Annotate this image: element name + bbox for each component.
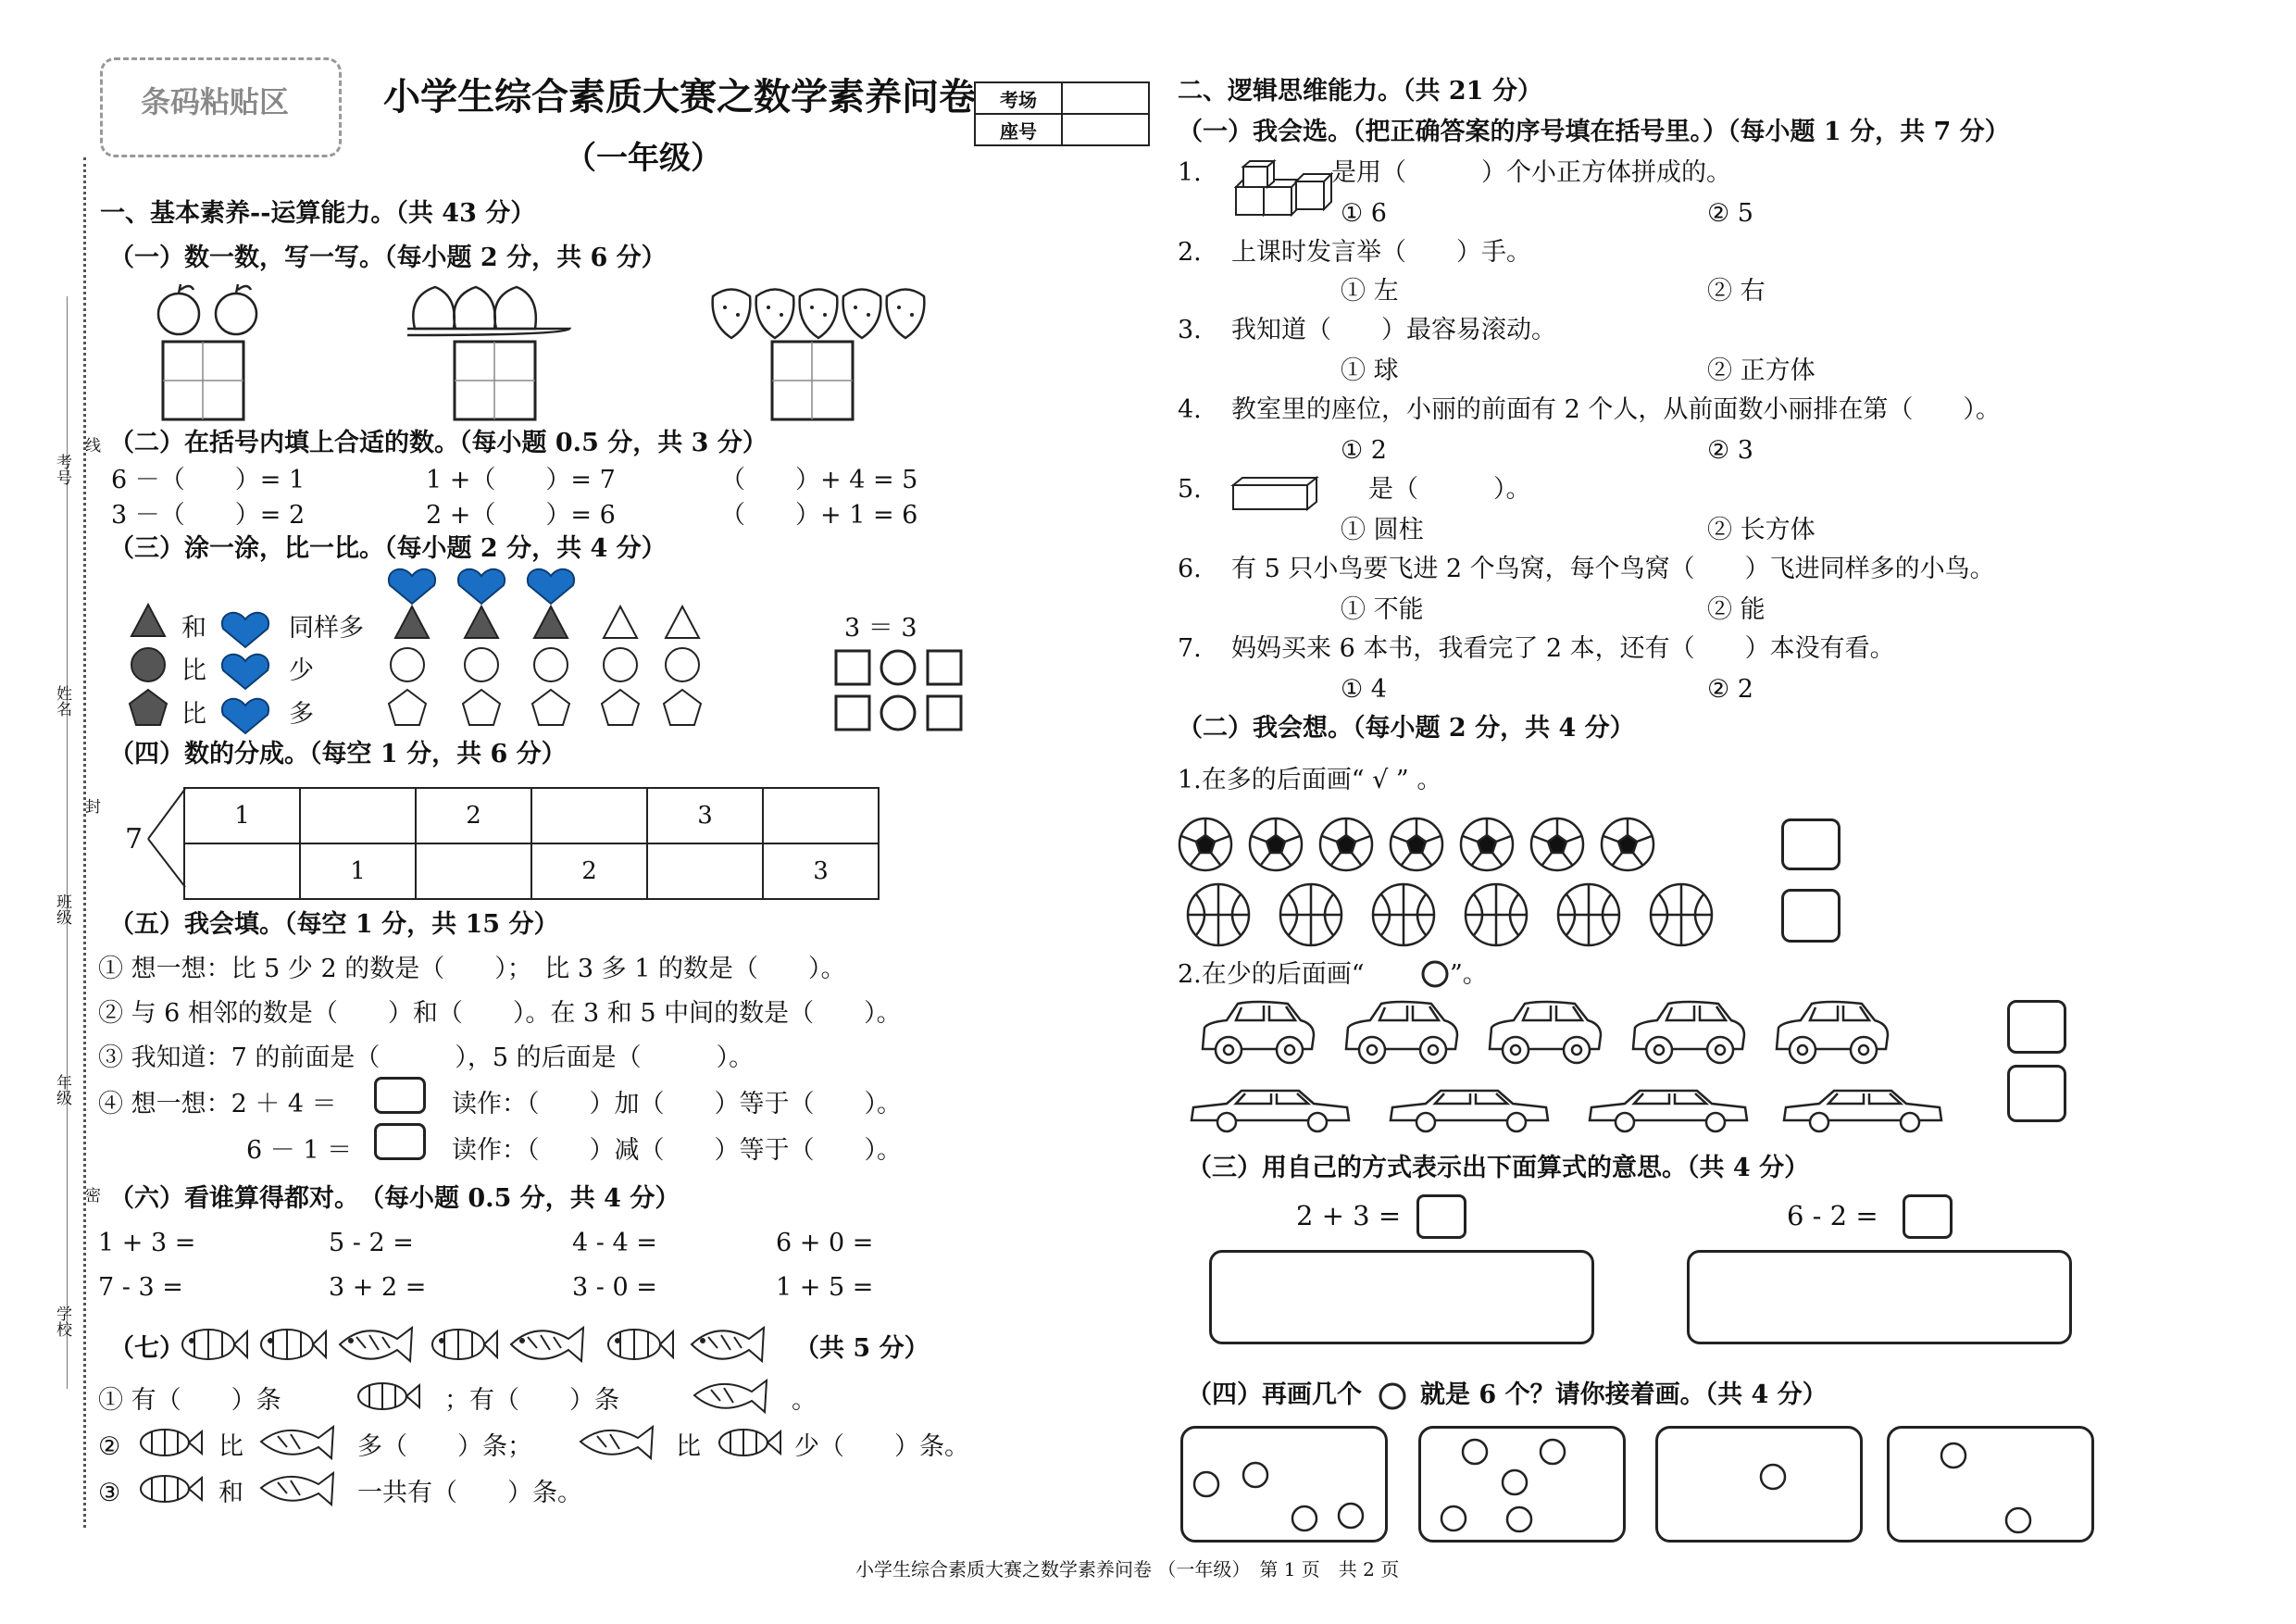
p1-s7-title: （七） (109, 1334, 184, 1363)
s7-q3-c: 一共有（ ）条。 (357, 1479, 582, 1507)
q1-opt-a: ① 6 (1341, 199, 1387, 228)
s5-q1: ① 想一想：比 5 少 2 的数是（ ）； 比 3 多 1 的数是（ ）。 (98, 955, 846, 983)
s6-q4: 6 + 0 = (776, 1229, 874, 1257)
s3-draw-area-1[interactable] (1209, 1250, 1594, 1344)
clownfish-icon-3 (718, 1424, 792, 1461)
s2-answer-box-4[interactable] (2007, 1065, 2066, 1122)
s6-q8: 1 + 5 = (776, 1273, 874, 1302)
s5-read-2: 读作：（ ）减（ ）等于（ ）。 (452, 1136, 902, 1165)
q7-opt-b: ② 2 (1707, 675, 1753, 704)
q6-opt-a: ① 不能 (1341, 595, 1424, 624)
p2-s3-title: （三）用自己的方式表示出下面算式的意思。（共 4 分） (1187, 1154, 1810, 1182)
s3-label-duo: 多 (289, 700, 314, 729)
fish-row (181, 1317, 792, 1372)
s2-q6: （ ）+ 1 = 6 (720, 501, 918, 530)
writing-grid-1[interactable] (162, 341, 245, 420)
q1-text: 是用（ ）个小正方体拼成的。 (1331, 158, 1731, 187)
clownfish-icon-2 (139, 1424, 213, 1461)
s2-q1: 6 －（ ）= 1 (111, 466, 306, 494)
p1-s1-title: （一）数一数，写一写。（每小题 2 分，共 6 分） (109, 244, 667, 272)
side-kaohao: 考号 (53, 454, 71, 485)
q5-opt-a: ① 圆柱 (1341, 516, 1424, 544)
grade-title: （一年级） (565, 140, 722, 177)
s5-answer-box-1[interactable] (374, 1077, 426, 1114)
s7-q2-e: 少（ ）条。 (794, 1432, 969, 1461)
split-branch (146, 787, 188, 889)
q7-text: 妈妈买来 6 本书，我看完了 2 本，还有（ ）本没有看。 (1231, 634, 1895, 663)
p1-s5-title: （五）我会填。（每空 1 分，共 15 分） (109, 910, 559, 939)
part2-title: 二、逻辑思维能力。（共 21 分） (1178, 77, 1542, 106)
clownfish-icon-4 (139, 1470, 213, 1507)
s5-q5: 6 － 1 ＝ (246, 1136, 353, 1165)
side-xian: 线 (81, 437, 100, 453)
p1-s4-title: （四）数的分成。（每空 1 分，共 6 分） (109, 740, 567, 768)
split-bot-5[interactable] (647, 843, 763, 899)
s3-draw-area-2[interactable] (1687, 1250, 2072, 1344)
s2-q2-text: 2.在少的后面画“ (1178, 960, 1365, 989)
s2-q3: （ ）+ 4 = 5 (720, 466, 918, 494)
side-xuexiao: 学校 (53, 1305, 71, 1337)
s6-q2: 5 - 2 = (329, 1229, 414, 1257)
apples-image (153, 282, 264, 338)
s3-equation: 3 ＝ 3 (844, 614, 917, 643)
q5-text: 是（ ）。 (1368, 475, 1531, 504)
s7-q2-c: 多（ ）条； (357, 1432, 532, 1461)
s5-read-1: 读作：（ ）加（ ）等于（ ）。 (452, 1090, 902, 1118)
p2-s4-title-b: 就是 6 个？请你接着画。（共 4 分） (1420, 1380, 1828, 1409)
s6-q7: 3 - 0 = (572, 1273, 657, 1302)
s6-q5: 7 - 3 = (98, 1273, 183, 1302)
s7-q1-b: ；有（ ）条 (444, 1386, 619, 1415)
s2-q4: 3 －（ ）= 2 (111, 501, 306, 530)
page-title: 小学生综合素质大赛之数学素养问卷 (383, 75, 976, 119)
carp-icon-2 (259, 1421, 343, 1463)
writing-grid-3[interactable] (771, 341, 855, 420)
s2-q2: 1 +（ ）= 7 (426, 466, 616, 494)
split-bot-2[interactable]: 1 (300, 843, 416, 899)
s5-q4: ④ 想一想：2 ＋ 4 ＝ (98, 1090, 337, 1118)
split-table (183, 787, 880, 900)
q1-opt-b: ② 5 (1707, 199, 1753, 228)
side-mi: 密 (81, 1187, 100, 1203)
s7-q1-a: ① 有（ ）条 (98, 1386, 281, 1415)
clownfish-icon-1 (356, 1378, 430, 1415)
exam-room-label: 考场 (975, 82, 1062, 114)
peaches-image (407, 278, 574, 333)
s2-answer-box-2[interactable] (1781, 889, 1841, 943)
exam-room-field[interactable] (1062, 82, 1149, 114)
side-feng: 封 (81, 798, 100, 814)
side-nianji: 年级 (53, 1074, 71, 1106)
s3-eq2: 6 - 2 = (1787, 1200, 1878, 1231)
q2-num: 2. (1178, 238, 1202, 267)
q5-opt-b: ② 长方体 (1707, 516, 1816, 544)
s3-label-tongyangduo: 同样多 (289, 614, 364, 643)
s3-eq1: 2 + 3 = (1296, 1200, 1402, 1231)
writing-grid-2[interactable] (454, 341, 537, 420)
s7-q3-b: 和 (218, 1479, 243, 1507)
s7-q2-a: ② (98, 1432, 121, 1461)
s2-q5: 2 +（ ）= 6 (426, 501, 616, 530)
p2-s2-title: （二）我会想。（每小题 2 分，共 4 分） (1178, 714, 1635, 743)
s3-label-shao: 少 (289, 656, 314, 685)
carp-icon-4 (259, 1468, 343, 1509)
p1-s6-title: （六）看谁算得都对。 （每小题 0.5 分，共 4 分） (109, 1184, 680, 1213)
q2-text: 上课时发言举（ ）手。 (1231, 238, 1531, 267)
s6-q1: 1 + 3 = (98, 1229, 196, 1257)
split-bot-6[interactable]: 3 (763, 843, 879, 899)
page-footer: 小学生综合素质大赛之数学素养问卷 （一年级） 第 1 页 共 2 页 (855, 1558, 1400, 1580)
q6-num: 6. (1178, 555, 1202, 583)
exam-info-table (974, 81, 1150, 146)
s6-q6: 3 + 2 = (329, 1273, 427, 1302)
s5-q3: ③ 我知道：7 的前面是（ ），5 的后面是（ ）。 (98, 1043, 755, 1072)
q7-num: 7. (1178, 634, 1202, 663)
p2-s4-title-a: （四）再画几个 (1187, 1380, 1362, 1409)
q1-num: 1. (1178, 158, 1202, 187)
seat-field[interactable] (1062, 114, 1149, 145)
q3-text: 我知道（ ）最容易滚动。 (1231, 316, 1556, 344)
s5-answer-box-2[interactable] (374, 1123, 426, 1160)
split-number: 7 (125, 823, 144, 856)
p1-s7-score: （共 5 分） (794, 1334, 930, 1363)
s3-label-bi2: 比 (181, 700, 206, 729)
split-top-2[interactable] (300, 788, 416, 843)
split-bot-1[interactable] (184, 843, 300, 899)
split-top-1[interactable]: 1 (184, 788, 300, 843)
s2-q1-text: 1.在多的后面画“ √ ” 。 (1178, 766, 1442, 794)
q4-num: 4. (1178, 395, 1202, 424)
split-bot-4[interactable]: 2 (531, 843, 647, 899)
s2-q2-end: ”。 (1450, 960, 1488, 989)
q3-num: 3. (1178, 316, 1202, 344)
q6-opt-b: ② 能 (1707, 595, 1766, 624)
q5-num: 5. (1178, 475, 1202, 504)
strawberries-image (708, 278, 930, 343)
basketballs (1185, 881, 1722, 951)
s3-eq2-box[interactable] (1903, 1194, 1953, 1239)
cars-row (1199, 998, 1903, 1072)
s7-q2-b: 比 (218, 1432, 243, 1461)
q2-opt-a: ① 左 (1341, 277, 1399, 306)
q2-opt-b: ② 右 (1707, 277, 1766, 306)
s3-label-bi1: 比 (181, 656, 206, 685)
compare-shapes (125, 560, 718, 736)
split-top-6[interactable] (763, 788, 879, 843)
s7-q2-d: 比 (676, 1432, 701, 1461)
circle-mark-icon (1420, 959, 1452, 991)
cubes-image (1231, 159, 1338, 224)
s2-answer-box-3[interactable] (2007, 1000, 2066, 1054)
seat-label: 座号 (975, 114, 1062, 145)
split-top-3[interactable]: 2 (416, 788, 531, 843)
p1-s2-title: （二）在括号内填上合适的数。（每小题 0.5 分，共 3 分） (109, 429, 767, 457)
p2-s1-title: （一）我会选。（把正确答案的序号填在括号里。）（每小题 1 分，共 7 分） (1178, 118, 2010, 146)
cuboid-image (1231, 476, 1319, 513)
p1-s3-title: （三）涂一涂，比一比。（每小题 2 分，共 4 分） (109, 534, 667, 563)
soccer-balls (1178, 815, 1668, 875)
barcode-label: 条码粘贴区 (141, 84, 290, 119)
limos-row (1190, 1085, 1921, 1141)
q3-opt-a: ① 球 (1341, 356, 1399, 385)
carp-icon-3 (579, 1421, 662, 1463)
side-xingming: 姓名 (53, 685, 71, 717)
q3-opt-b: ② 正方体 (1707, 356, 1816, 385)
binding-line (83, 157, 86, 1528)
s3-eq1-box[interactable] (1416, 1194, 1466, 1239)
s2-answer-box-1[interactable] (1781, 818, 1841, 870)
s3-label-he: 和 (181, 614, 206, 643)
s4-circles (1180, 1426, 2097, 1543)
split-bot-3[interactable] (416, 843, 531, 899)
s3-square-circle-grid (833, 648, 972, 736)
q7-opt-a: ① 4 (1341, 675, 1387, 704)
s6-q3: 4 - 4 = (572, 1229, 657, 1257)
s7-q1-c: 。 (792, 1386, 817, 1415)
q4-text: 教室里的座位，小丽的前面有 2 个人，从前面数小丽排在第（ ）。 (1231, 395, 2001, 424)
part1-title: 一、基本素养--运算能力。（共 43 分） (100, 199, 536, 228)
q4-opt-a: ① 2 (1341, 436, 1387, 465)
side-banji: 班级 (53, 893, 71, 925)
circle-icon (1378, 1380, 1409, 1413)
q4-opt-b: ② 3 (1707, 436, 1753, 465)
s5-q2: ② 与 6 相邻的数是（ ）和（ ）。在 3 和 5 中间的数是（ ）。 (98, 999, 902, 1028)
split-top-4[interactable] (531, 788, 647, 843)
s7-q3-a: ③ (98, 1479, 121, 1507)
q6-text: 有 5 只小鸟要飞进 2 个鸟窝，每个鸟窝（ ）飞进同样多的小鸟。 (1231, 555, 1995, 583)
carp-icon-1 (693, 1375, 776, 1417)
split-top-5[interactable]: 3 (647, 788, 763, 843)
